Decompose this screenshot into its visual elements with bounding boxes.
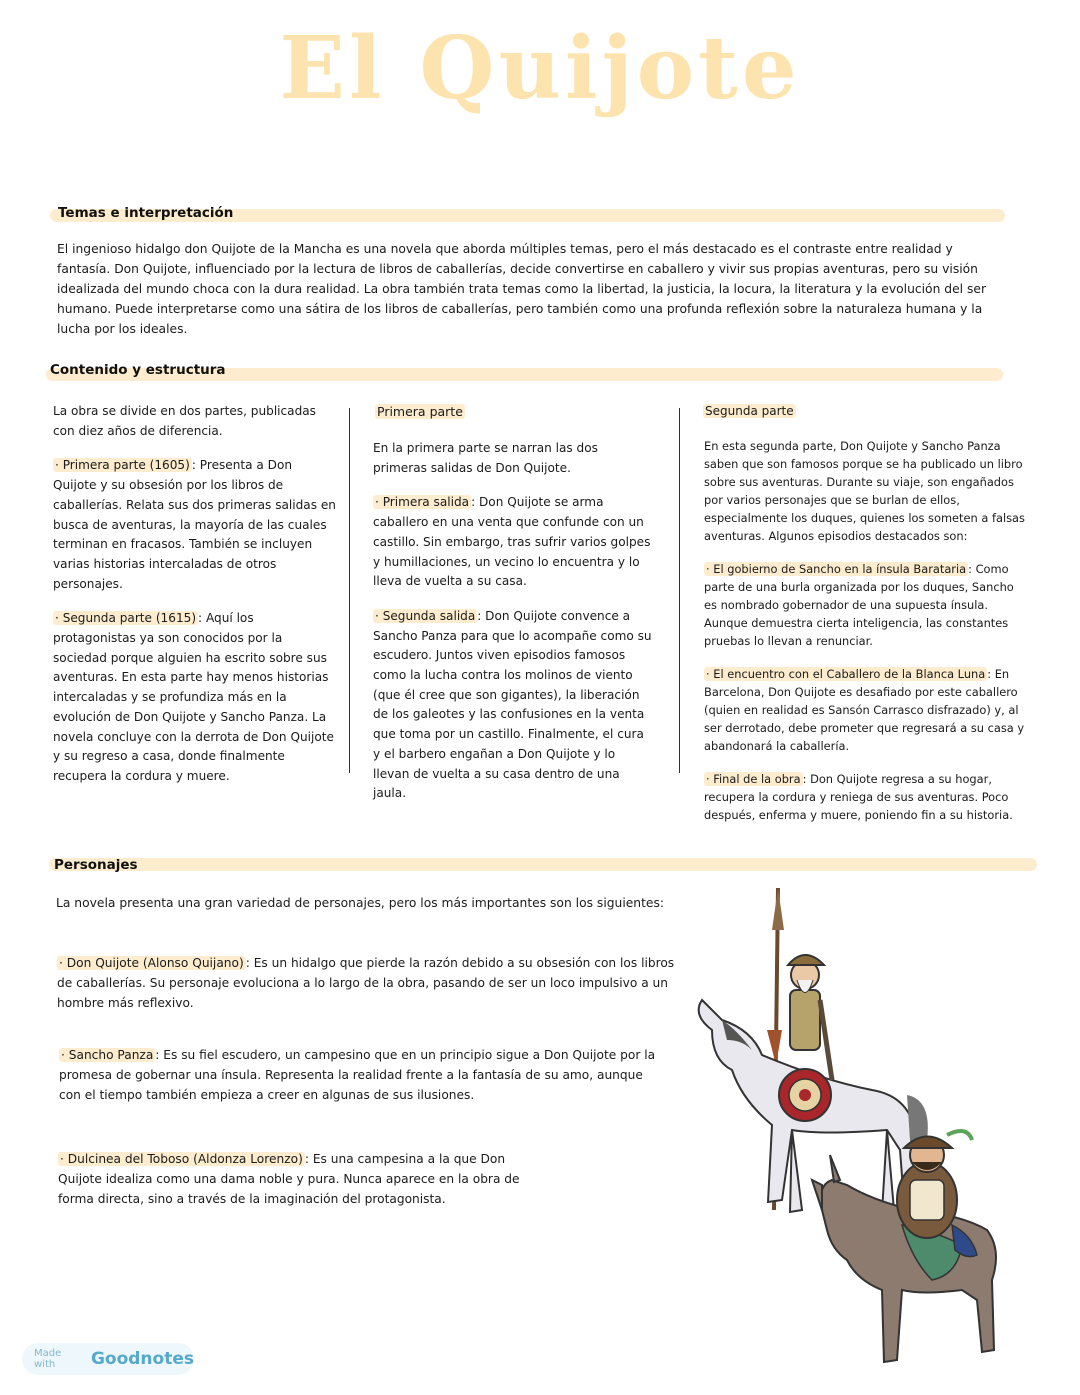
col1-item2-label: · Segunda parte (1615) [55,611,197,626]
temas-paragraph: El ingenioso hidalgo don Quijote de la Mancha es una novela que aborda múltiples temas, pero el más destacado es el contraste entre realidad y fantasía. Don Quijote, influenciado por la lectura de libros de caballerías, decide convertirse en caballero y vivir sus propias aventuras, pero su visión idealizada del mundo choca con la dura realidad. La obra también trata temas como la libertad, la justicia, la locura, la literatura y la evolución del ser humano. Puede interpretarse como una sátira de los libros de caballerías, pero también como una profunda reflexión sobre la naturaleza humana y la lucha por los ideales. [57,242,986,336]
col1-item2-text: : Aquí los protagonistas ya son conocidos por la sociedad porque alguien ha escrito sobre sus aventuras. En esta parte hay menos historias intercaladas y se profundiza más en la evolución de Don Quijote y Sancho Panza. La novela concluye con la derrota de Don Quijote y su regreso a casa, donde finalmente recupera la cordura y muere. [53,611,334,783]
col3-item3-text: : Don Quijote regresa a su hogar, recupera la cordura y reniega de sus aventuras. Poco después, enferma y muere, poniendo fin a su historia. [704,772,1013,822]
col3-item-insula [704,560,1030,650]
character-don-quijote [57,953,677,1013]
col1-item1-text: : Presenta a Don Quijote y su obsesión por los libros de caballerías. Relata sus dos primeras salidas en busca de aventuras, la mayoría de las cuales terminan en fracasos. También se incluyen varias historias intercaladas de otros personajes. [53,458,336,591]
col3-item3-label: · Final de la obra [706,772,801,786]
col1-item1-label: · Primera parte (1605) [55,458,190,473]
page-title: El Quijote [279,18,801,119]
contenido-column-3 [704,437,1030,839]
character-sancho-panza [59,1045,659,1105]
col2-intro: En la primera parte se narran las dos primeras salidas de Don Quijote. [373,441,598,475]
col3-item2-label: · El encuentro con el Caballero de la Blanca Luna [706,667,986,681]
section-heading-contenido: Contenido y estructura [50,362,226,378]
col3-item1-text: : Como parte de una burla organizada por los duques, Sancho es nombrado gobernador de una supuesta ínsula. Aunque demuestra cierta inteligencia, las constantes pruebas lo llevan a renunciar. [704,562,1014,648]
col1-intro: La obra se divide en dos partes, publicadas con diez años de diferencia. [53,404,316,438]
character-3-text: : Es una campesina a la que Don Quijote idealiza como una dama noble y pura. Nunca aparece en la obra de forma directa, sino a través de la imaginación del protagonista. [58,1152,520,1206]
column-divider-2 [679,408,680,773]
character-2-text: : Es su fiel escudero, un campesino que en un principio sigue a Don Quijote por la promesa de gobernar una ínsula. Representa la realidad frente a la fantasía de su amo, aunque con el tiempo también empieza a creer en algunas de sus ilusiones. [59,1048,656,1102]
col2-item2-label: · Segunda salida [375,608,476,623]
col2-item1-text: : Don Quijote se arma caballero en una venta que confunde con un castillo. Sin embargo, tras sufrir varios golpes y humillaciones, un vecino lo encuentra y lo lleva de vuelta a su casa. [373,495,651,589]
section-heading-personajes: Personajes [54,857,138,873]
col3-heading: Segunda parte [705,404,794,418]
column-divider-1 [349,408,350,773]
badge-brand: Goodnotes [90,1349,194,1369]
col2-item-primera-salida [373,493,653,592]
character-1-label: · Don Quijote (Alonso Quijano) [59,956,244,970]
character-2-label: · Sancho Panza [61,1048,154,1062]
col2-heading: Primera parte [377,404,463,419]
col3-item1-label: · El gobierno de Sancho en la ínsula Barataria [706,562,967,576]
contenido-column-2 [373,439,653,819]
contenido-column-1 [53,402,338,802]
col1-item-segunda-parte [53,609,338,786]
character-3-label: · Dulcinea del Toboso (Aldonza Lorenzo) [60,1152,303,1166]
col3-item2-text: : En Barcelona, Don Quijote es desafiado por este caballero (quien en realidad es Sansón Carrasco disfrazado) y, al ser derrotado, debe prometer que regresará a su casa y abandonará la caballería. [704,667,1025,753]
col2-item2-text: : Don Quijote convence a Sancho Panza para que lo acompañe como su escudero. Juntos viven episodios famosos como la lucha contra los molinos de viento (que él cree que son gigantes), la liberación de los galeotes y las confusiones en la venta que toma por un castillo. Finalmente, el cura y el barbero engañan a Don Quijote y lo llevan de vuelta a su casa dentro de una jaula. [373,608,652,801]
col3-item-final [704,770,1030,824]
col2-item1-label: · Primera salida [375,495,470,510]
badge-made-with: Made with [34,1348,62,1370]
made-with-goodnotes-badge [22,1343,194,1375]
col3-item-blanca-luna [704,665,1030,755]
col3-intro: En esta segunda parte, Don Quijote y Sancho Panza saben que son famosos porque se ha publicado un libro sobre sus aventuras. Durante su viaje, son engañados por varios personajes que se burlan de ellos, especialmente los duques, quienes los someten a falsas aventuras. Algunos episodios destacados son: [704,439,1025,543]
personajes-intro: La novela presenta una gran variedad de personajes, pero los más importantes son los siguientes: [56,896,665,910]
section-heading-temas: Temas e interpretación [58,205,234,221]
section-bar-personajes [49,858,1037,871]
character-dulcinea [58,1149,528,1209]
character-1-text: : Es un hidalgo que pierde la razón debido a su obsesión con los libros de caballerías. Su personaje evoluciona a lo largo de la obra, pasando de ser un loco impulsivo a un hombre más reflexivo. [57,956,675,1010]
quijote-sancho-illustration [672,880,1042,1385]
col1-item-primera-parte [53,456,338,594]
col2-item-segunda-salida [373,607,653,804]
